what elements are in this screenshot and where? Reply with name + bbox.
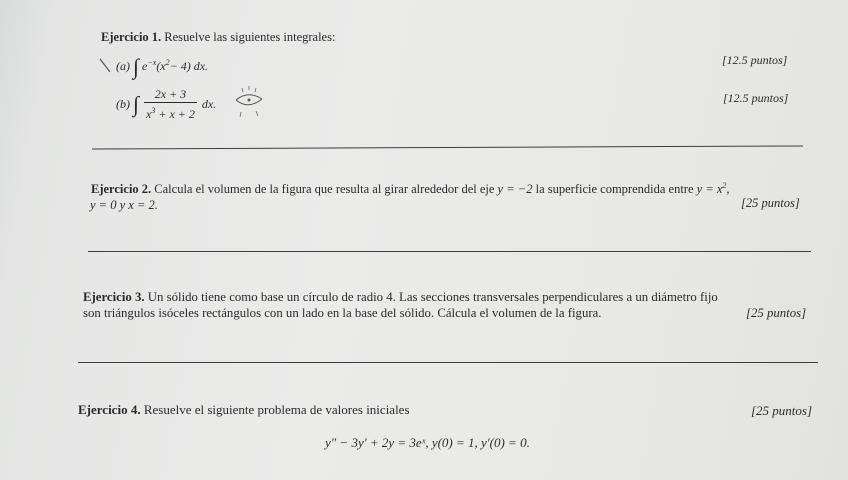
divider-2 bbox=[88, 251, 811, 252]
ex1-part-b bbox=[116, 88, 216, 121]
ex2-text-b: la superficie comprendida entre bbox=[535, 182, 694, 197]
ex1-b-numerator: 2x + 3 bbox=[144, 88, 197, 103]
ex1-label: Ejercicio 1. bbox=[101, 30, 162, 44]
ex3-label: Ejercicio 3. bbox=[83, 290, 145, 304]
ex1-a-points: [12.5 puntos] bbox=[722, 53, 788, 67]
ex4-label: Ejercicio 4. bbox=[78, 402, 141, 417]
ex4-line-1 bbox=[78, 402, 410, 418]
ex2-text-a: Calcula el volumen de la figura que resulta al girar alrededor del eje bbox=[154, 182, 495, 197]
ex1-b-points: [12.5 puntos] bbox=[723, 91, 789, 105]
divider-1 bbox=[92, 145, 803, 149]
ex4-points: [25 puntos] bbox=[751, 403, 813, 418]
ex1-a-integrand: $e^{-x}(x^2- 4)$ dx. bbox=[142, 57, 209, 73]
ex4-equation: y″ − 3y′ + 2y = 3eˣ, y(0) = 1, y′(0) = 0. bbox=[325, 435, 530, 450]
integral-sign: ∫ bbox=[133, 54, 140, 79]
ex1-b-tail: dx. bbox=[201, 97, 217, 111]
ex2-line-2: y = 0 y x = 2. bbox=[90, 198, 158, 212]
ex1-header bbox=[101, 30, 335, 45]
ex1-part-a bbox=[116, 56, 208, 78]
integral-sign: ∫ bbox=[133, 91, 140, 117]
ex1-b-fraction bbox=[144, 88, 197, 121]
ex2-line-1 bbox=[91, 181, 730, 197]
ex1-b-denominator: $x^3 + x + 2$ bbox=[146, 106, 195, 121]
ex1-statement: Resuelve las siguientes integrales: bbox=[164, 30, 336, 44]
handwritten-check-mark bbox=[98, 56, 118, 76]
ex4-statement: Resuelve el siguiente problema de valores iniciales bbox=[143, 402, 410, 417]
ex2-curve: $y = x^2$, bbox=[696, 181, 730, 197]
ex1-a-tag: (a) bbox=[116, 58, 130, 73]
divider-3 bbox=[78, 362, 818, 363]
ex3-points: [25 puntos] bbox=[746, 306, 807, 320]
ex3-text-1: Un sólido tiene como base un círculo de radio 4. Las secciones transversales perpendiculares a un diámetro fijo bbox=[147, 290, 718, 304]
ex2-label: Ejercicio 2. bbox=[91, 182, 152, 197]
ex2-axis: y = −2 bbox=[497, 182, 533, 197]
ex1-b-tag: (b) bbox=[116, 97, 130, 111]
ex3-line-2: son triángulos isóceles rectángulos con un lado en la base del sólido. Cálcula el volumen de la figura. bbox=[83, 306, 602, 320]
ex2-points: [25 puntos] bbox=[741, 196, 800, 210]
ex3-line-1 bbox=[83, 290, 718, 305]
handwritten-eye-doodle bbox=[230, 86, 270, 122]
